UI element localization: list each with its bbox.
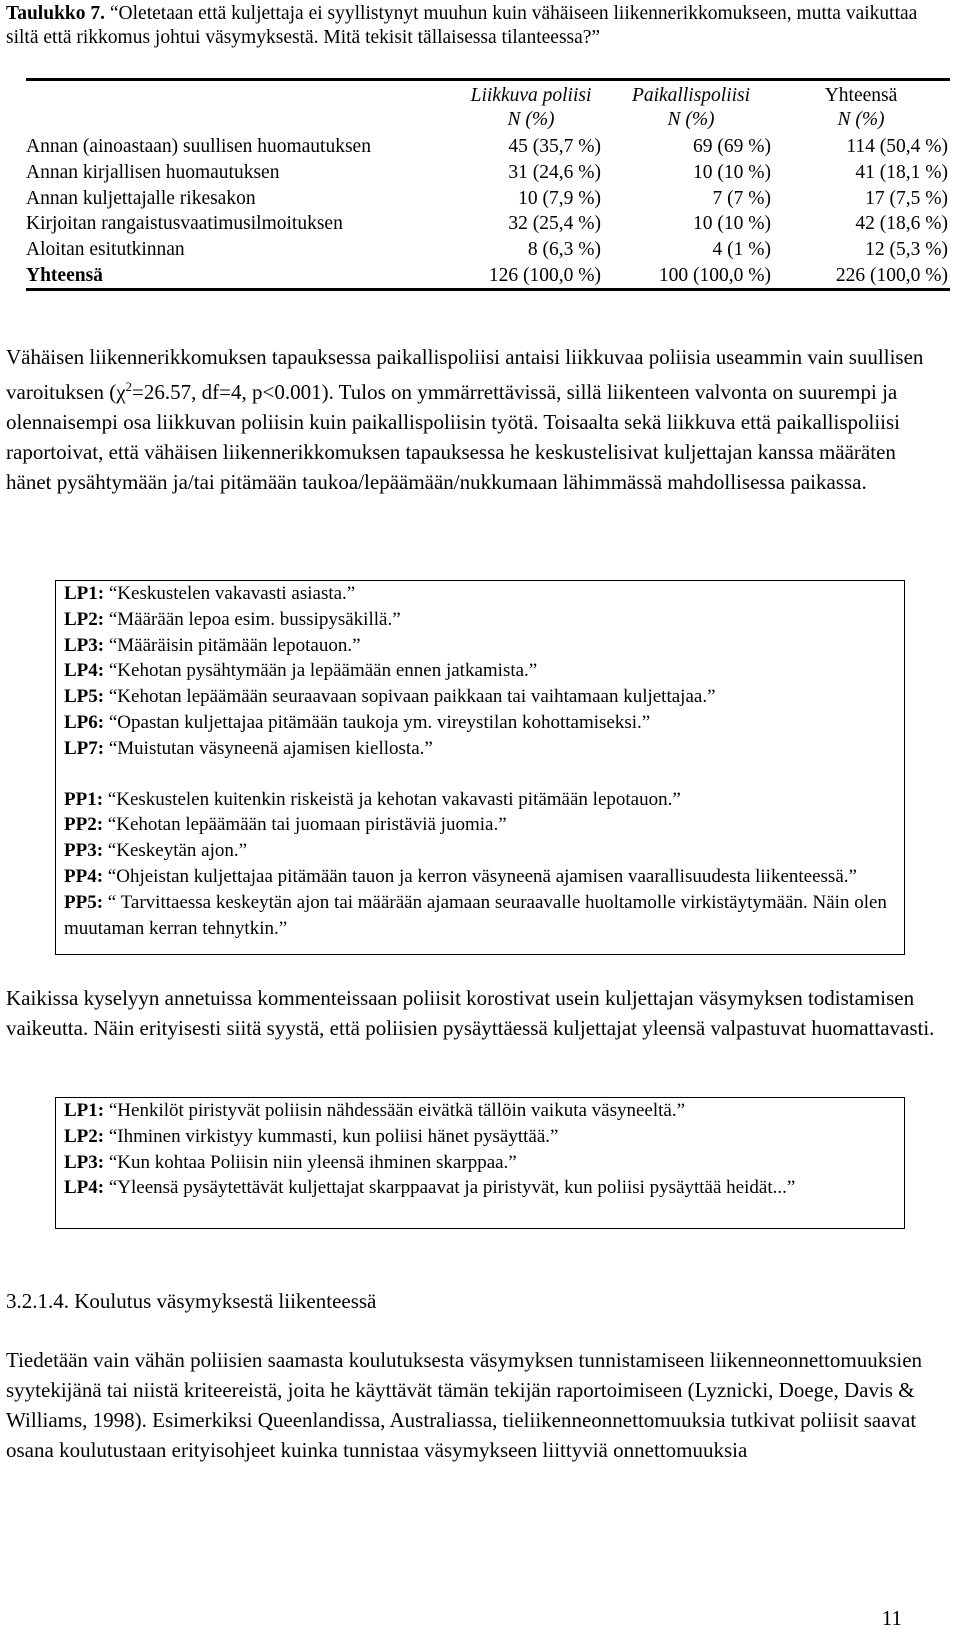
table-top-rule [26,78,950,81]
row-label: Annan (ainoastaan) suullisen huomautuksen [26,136,371,157]
header-local-police: Paikallispoliisi N (%) [631,85,751,130]
quote-item: LP5: “Kehotan lepäämään seuraavaan sopivaan paikkaan tai vaihtamaan kuljettajaa.” [64,686,716,708]
quote-item: LP1: “Henkilöt piristyvät poliisin nähdessään eivätkä tällöin vaikuta väsyneeltä.” [64,1100,686,1121]
quote-item: LP1: “Keskustelen vakavasti asiasta.” [64,583,356,604]
table-body [26,134,950,289]
paragraph-training: Tiedetään vain vähän poliisien saamasta koulutuksesta väsymyksen tunnistamiseen liikenneonnettomuuksien syytekijänä tai niistä kriteereistä, joita he käyttävät tämän tekijän raportoimiseen (Lyznicki, Doege, Davis & Williams, 1998). Esimerkiksi Queenlandissa, Australiassa, tieliikenneonnettomuuksia tutkivat poliisit saavat osana koulutustaan erityisohjeet kuinka tunnistaa väsymykseen liittyviä onnettomuuksia [6,1348,923,1462]
row-label: Annan kuljettajalle rikesakon [26,187,256,209]
cell-value: 12 (5,3 %) [865,239,948,261]
cell-value: 31 (24,6 %) [508,161,601,183]
cell-value: 114 (50,4 %) [846,136,948,157]
section-heading: 3.2.1.4. Koulutus väsymyksestä liikenteessä [6,1289,377,1313]
superscript: 2 [125,379,133,394]
quote-box-alertness [55,1097,905,1229]
row-label: Annan kirjallisen huomautuksen [26,161,280,183]
table-total-row [26,263,950,289]
quote-item: LP6: “Opastan kuljettajaa pitämään taukoja ym. vireystilan kohottamiseksi.” [64,711,651,733]
paragraph-result-discussion: Vähäisen liikennerikkomuksen tapauksessa paikallispoliisi antaisi liikkuvaa poliisia useammin vain suullisen varoituksen ($\chi^2=26.57$, df=4, p<0.001). Tulos on ymmärrettävissä, sillä liikenteen valvonta on suurempi ja olennaisempi osa liikkuvan poliisin kuin paikallispoliisin työtä. Toisaalta sekä liikkuva että paikallispoliisi raportoivat, että vähäisen liikennerikkomuksen tapauksessa he keskustelisivat kuljettajan kanssa määräten hänet pysähtymään ja/tai pitämään taukoa/lepäämään/nukkumaan lähimmässä mahdollisessa paikassa. [6,345,924,494]
page-number: 11 [881,1606,902,1630]
table-row [26,134,950,160]
cell-value: 45 (35,7 %) [508,136,601,157]
cell-value: 41 (18,1 %) [855,161,948,183]
cell-value: 126 (100,0 %) [488,264,601,286]
quote-item: LP4: “Yleensä pysäytettävät kuljettajat skarppaavat ja piristyvät, kun poliisi pysäyttää heidät...” [64,1177,796,1199]
caption-label: Taulukko 7. [6,3,106,24]
header-total: Yhteensä N (%) [824,85,898,130]
cell-value: 226 (100,0 %) [835,264,948,286]
quote-item: PP1: “Keskustelen kuitenkin riskeistä ja kehotan vakavasti pitämään lepotauon.” [64,788,681,810]
quote-item: LP3: “Määräisin pitämään lepotauon.” [64,634,361,656]
table-row [26,237,950,263]
cell-value: 17 (7,5 %) [865,187,948,209]
cell-value: 42 (18,6 %) [855,213,948,235]
quote-item: LP3: “Kun kohtaa Poliisin niin yleensä ihminen skarppaa.” [64,1151,517,1173]
cell-value: 69 (69 %) [693,136,771,157]
cell-value: 8 (6,3 %) [527,239,601,261]
quote-item: LP2: “Määrään lepoa esim. bussipysäkillä.” [64,608,401,630]
table-bottom-rule [26,288,950,291]
header-mobile-police: Liikkuva poliisi N (%) [470,85,592,130]
cell-value: 10 (10 %) [693,161,771,183]
quote-item: PP3: “Keskeytän ajon.” [64,840,248,862]
cell-value: 32 (25,4 %) [508,213,601,235]
row-label: Aloitan esitutkinnan [26,239,185,261]
paragraph-fatigue-proof: Kaikissa kyselyyn annetuissa kommenteissaan poliisit korostivat usein kuljettajan väsymyksen todistamisen vaikeutta. Näin erityisesti siitä syystä, että poliisien pysäyttäessä kuljettajat yleensä valpastuvat huomattavasti. [6,986,935,1040]
cell-value: 7 (7 %) [712,187,771,209]
table-row [26,211,950,237]
row-label: Yhteensä [26,264,103,286]
quote-item: PP4: “Ohjeistan kuljettajaa pitämään tauon ja kerron väsyneenä ajamisen vaarallisuudesta liikenteessä.” [64,865,857,887]
quote-item: PP5: “ Tarvittaessa keskeytän ajon tai määrään ajamaan seuraavalle huoltamolle virkistäytymään. Näin olen muutaman kerran tehnytkin.” [64,891,887,939]
quote-item: LP7: “Muistutan väsyneenä ajamisen kiellosta.” [64,737,433,759]
quote-box-responses [55,580,905,955]
quote-item: LP2: “Ihminen virkistyy kummasti, kun poliisi hänet pysäyttää.” [64,1125,559,1147]
table-row [26,186,950,212]
row-label: Kirjoitan rangaistusvaatimusilmoituksen [26,213,343,235]
quote-item: LP4: “Kehotan pysähtymään ja lepäämään ennen jatkamista.” [64,660,538,682]
cell-value: 4 (1 %) [712,239,771,261]
table-caption [6,2,936,50]
caption-text: “Oletetaan että kuljettaja ei syyllistynyt muuhun kuin vähäiseen liikennerikkomukseen, mutta vaikuttaa siltä että rikkomus johtui väsymyksestä. Mitä tekisit tällaisessa tilanteessa?” [6,3,918,48]
cell-value: 100 (100,0 %) [658,264,771,286]
table-row [26,160,950,186]
cell-value: 10 (10 %) [693,213,771,235]
quote-item: PP2: “Kehotan lepäämään tai juomaan piristäviä juomia.” [64,814,507,836]
cell-value: 10 (7,9 %) [518,187,601,209]
